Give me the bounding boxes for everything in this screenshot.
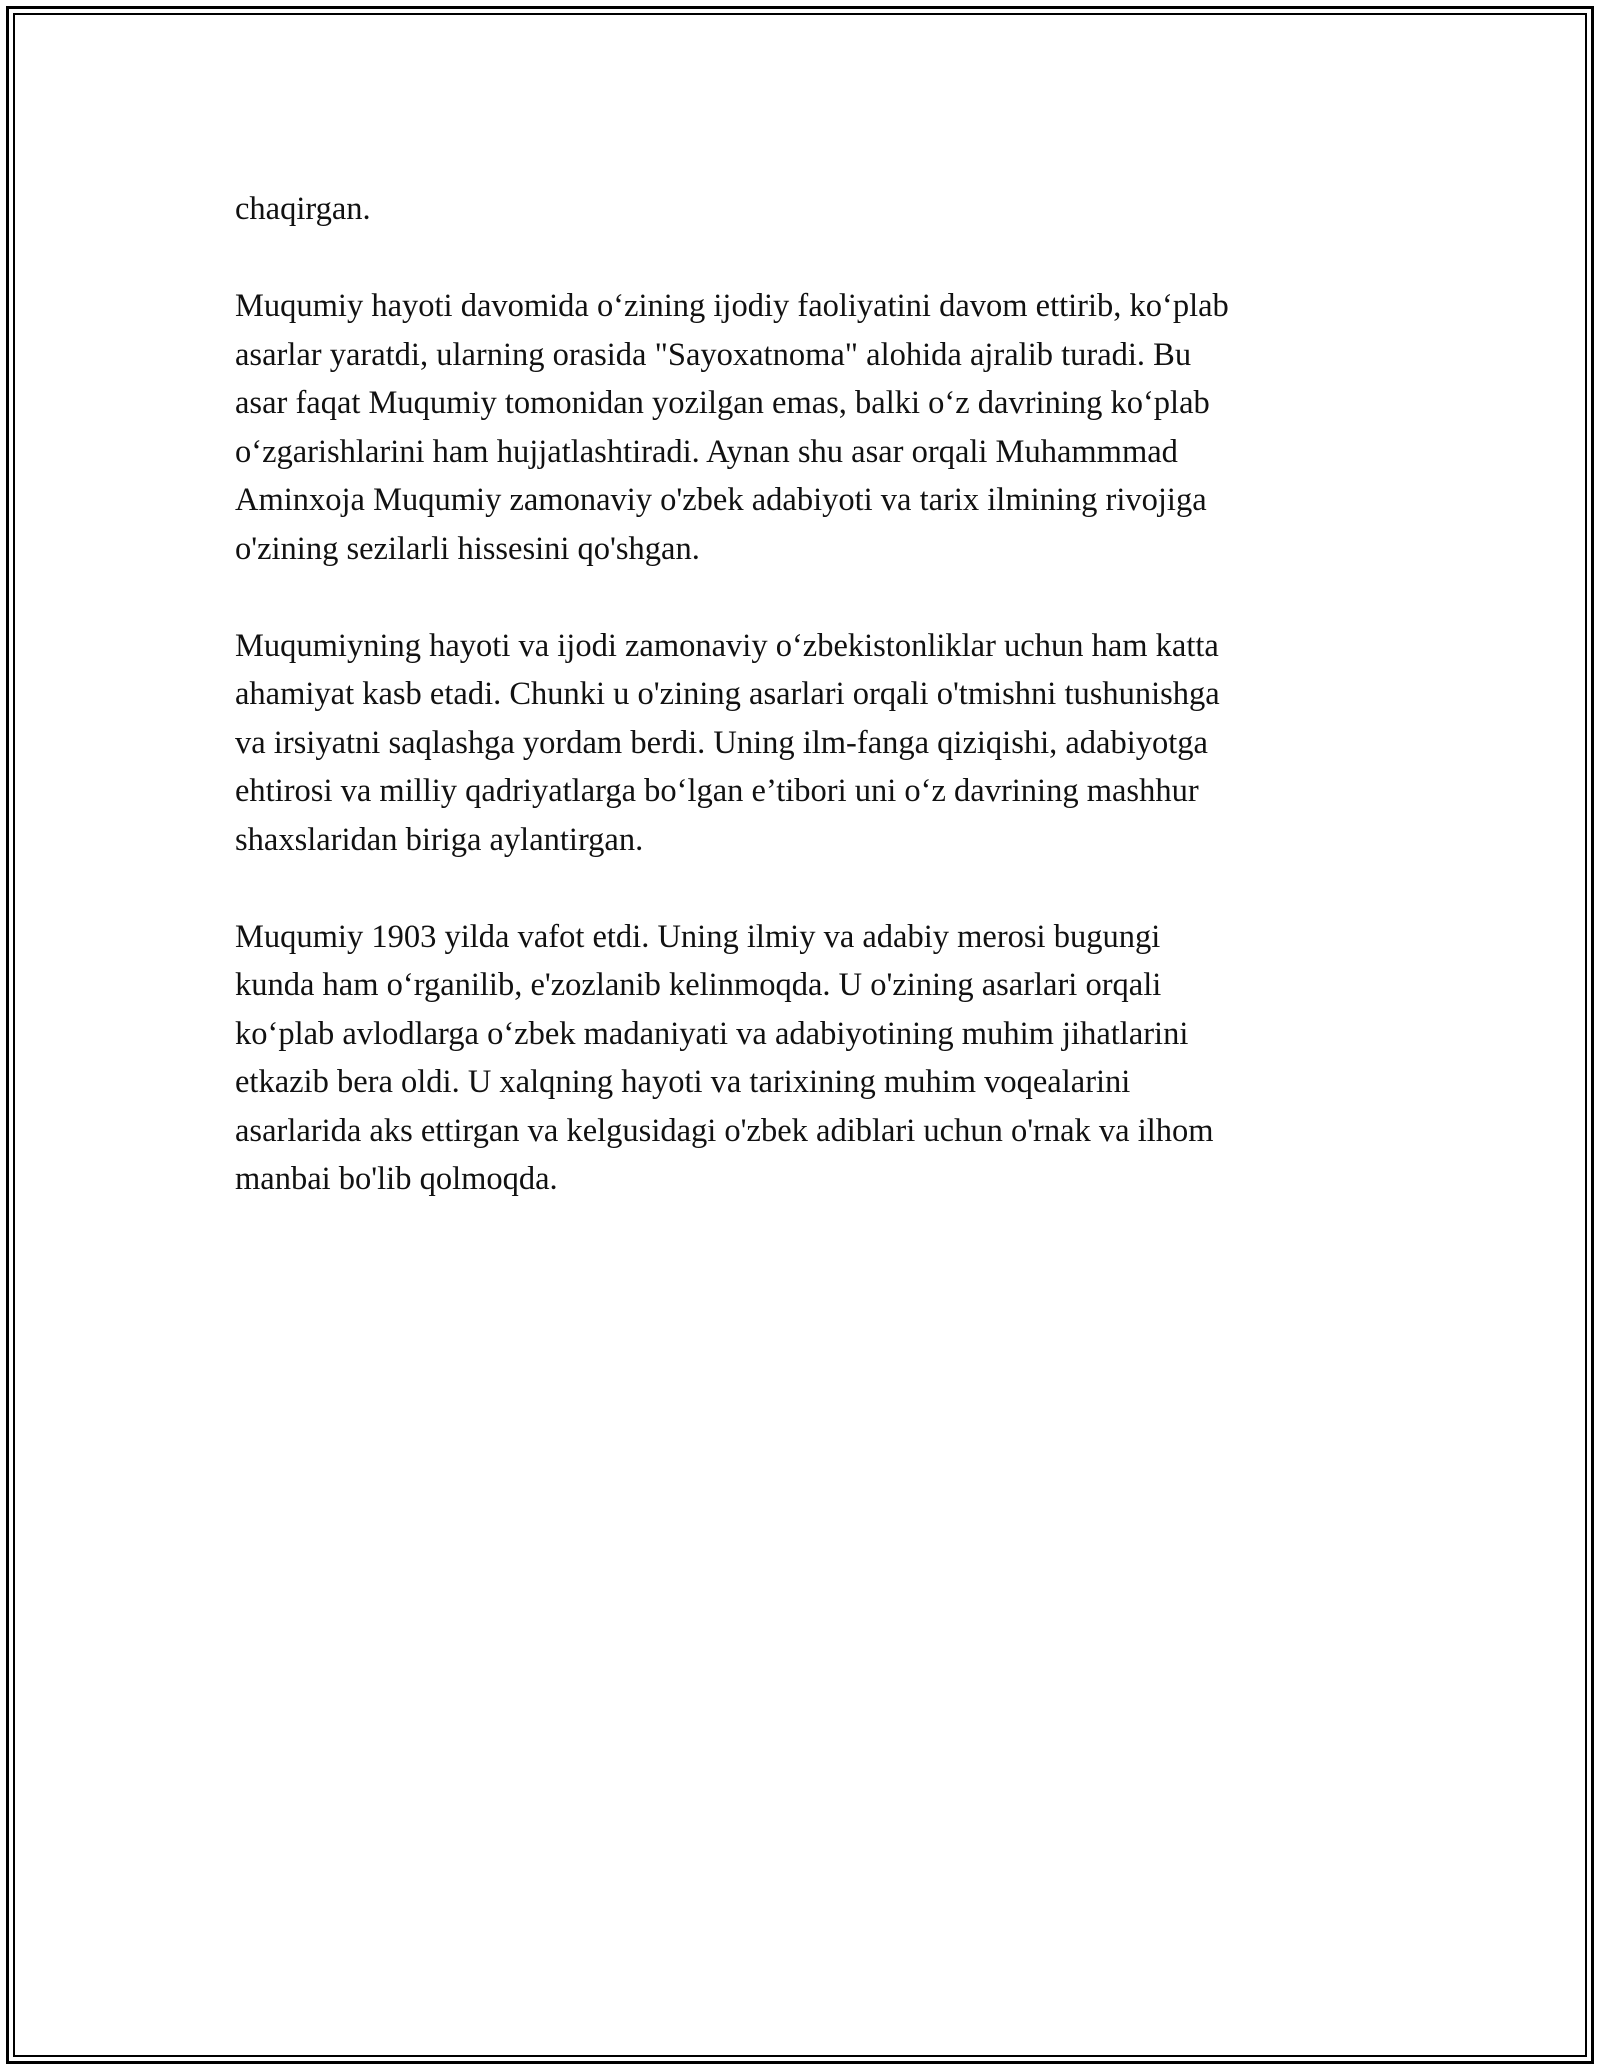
text-line: manbai bo'lib qolmoqda. (235, 1161, 558, 1197)
paragraph-3 (235, 622, 1365, 865)
paragraph-1 (235, 185, 1365, 234)
text-line: Muqumiy hayoti davomida o‘zining ijodiy faoliyatini davom ettirib, ko‘plab (235, 288, 1229, 324)
document-body (235, 185, 1365, 1252)
text-line: asar faqat Muqumiy tomonidan yozilgan emas, balki o‘z davrining ko‘plab (235, 385, 1210, 421)
text-line: ko‘plab avlodlarga o‘zbek madaniyati va adabiyotining muhim jihatlarini (235, 1015, 1189, 1052)
text-line: ehtirosi va milliy qadriyatlarga bo‘lgan e’tibori uni o‘z davrining mashhur (235, 773, 1199, 809)
text-line: va irsiyatni saqlashga yordam berdi. Uning ilm-fanga qiziqishi, adabiyotga (235, 724, 1208, 761)
text-line: ahamiyat kasb etadi. Chunki u o'zining asarlari orqali o'tmishni tushunishga (235, 676, 1220, 712)
text-line: o'zining sezilarli hissesini qo'shgan. (235, 530, 700, 567)
text-line: Muqumiyning hayoti va ijodi zamonaviy o‘zbekistonliklar uchun ham katta (235, 627, 1219, 664)
text-line: Muqumiy 1903 yilda vafot etdi. Uning ilmiy va adabiy merosi bugungi (235, 918, 1161, 955)
text-line: chaqirgan. (235, 191, 371, 227)
text-line: etkazib bera oldi. U xalqning hayoti va tarixining muhim voqealarini (235, 1064, 1131, 1100)
text-line: kunda ham o‘rganilib, e'zozlanib kelinmoqda. U o'zining asarlari orqali (235, 967, 1162, 1003)
text-line: Aminxoja Muqumiy zamonaviy o'zbek adabiyoti va tarix ilmining rivojiga (235, 482, 1207, 518)
text-line: shaxslaridan biriga aylantirgan. (235, 821, 644, 858)
paragraph-2 (235, 282, 1365, 573)
text-line: asarlarida aks ettirgan va kelgusidagi o'zbek adiblari uchun o'rnak va ilhom (235, 1112, 1214, 1149)
text-line: asarlar yaratdi, ularning orasida "Sayoxatnoma" alohida ajralib turadi. Bu (235, 336, 1192, 373)
paragraph-4 (235, 913, 1365, 1204)
text-line: o‘zgarishlarini ham hujjatlashtiradi. Aynan shu asar orqali Muhammmad (235, 433, 1178, 470)
